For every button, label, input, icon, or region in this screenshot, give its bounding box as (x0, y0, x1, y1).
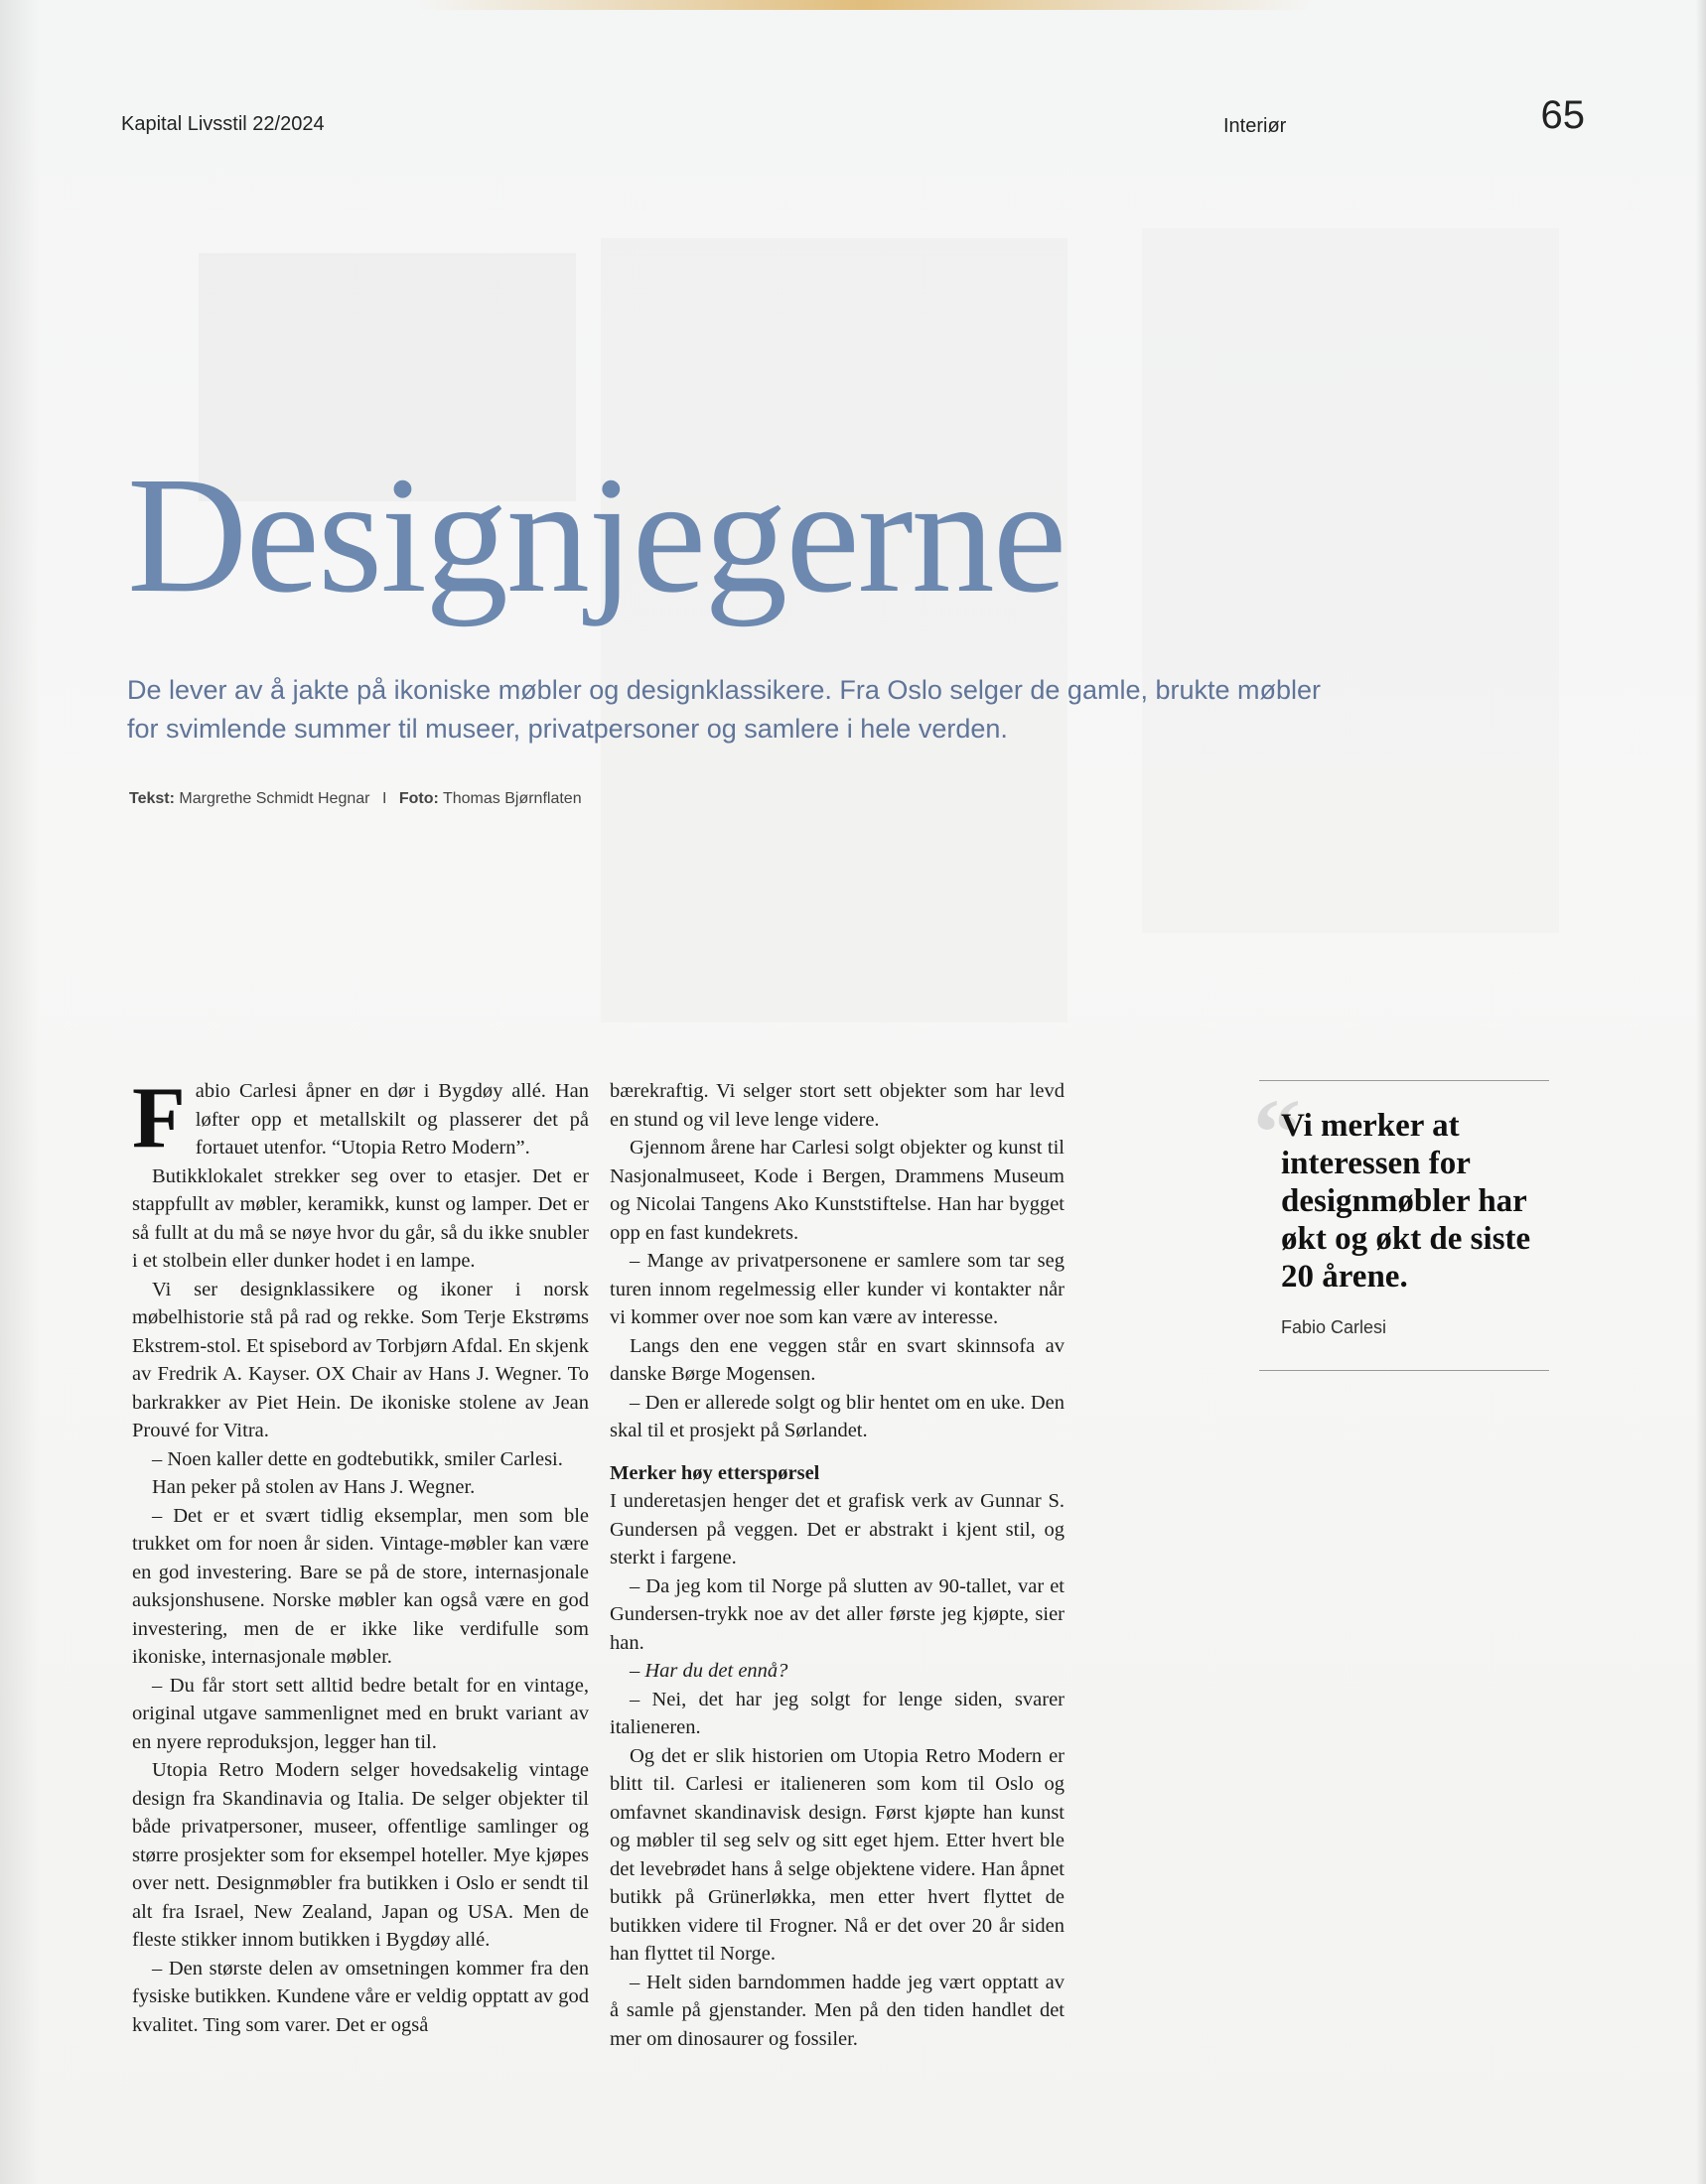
page-header (121, 93, 1585, 147)
photo-credit-label: Foto: (398, 790, 439, 807)
pull-quote (1253, 1079, 1549, 1371)
pull-quote-author: Fabio Carlesi (1281, 1317, 1387, 1337)
photo-credit-author: Thomas Bjørnflaten (442, 790, 582, 807)
body-paragraph: – Har du det ennå? (630, 1660, 788, 1682)
page-edge-shadow (1696, 0, 1706, 2184)
body-paragraph: – Det er et svært tidlig eksemplar, men som ble trukket om for noen år siden. Vintage-møbler kan være en god investering. Bare se på de store, internasjonale auksjonshusene. Norske møbler kan også være en god investering, men de er ikke like verdifulle som ikoniske, internasjonale møbler. (132, 1504, 589, 1668)
body-paragraph: Utopia Retro Modern selger hovedsakelig vintage design fra Skandinavia og Italia. De selger objekter til både privatpersoner, museer, offentlige samlinger og større prosjekter som for eksempel hoteller. Mye kjøpes over nett. Designmøbler fra butikken i Oslo er sendt til alt fra Israel, New Zealand, Japan og USA. Men de fleste stikker innom butikken i Bygdøy allé. (132, 1759, 589, 1951)
article-lead: De lever av å jakte på ikoniske møbler og designklassikere. Fra Oslo selger de gamle, brukte møbler for svimlende summer til museer, privatpersoner og samlere i hele verden. (127, 675, 1322, 745)
article-byline (129, 790, 582, 808)
text-credit-author: Margrethe Schmidt Hegnar (179, 790, 370, 807)
show-through-decoration (1142, 228, 1559, 933)
quote-mark-icon: “ (1253, 1079, 1301, 1185)
body-paragraph: Og det er slik historien om Utopia Retro Modern er blitt til. Carlesi er italieneren som kom til Oslo og omfavnet skandinavisk design. Først kjøpte han kunst og møbler til seg selv og sitt eget hjem. Etter hvert ble det levebrødet hans å selge objektene videre. Han åpnet butikk på Grünerløkka, men etter hvert flyttet de butikken videre til Frogner. Nå er det over 20 år siden han flyttet til Norge. (610, 1744, 1065, 1965)
body-paragraph: I underetasjen henger det et grafisk verk av Gunnar S. Gundersen på veggen. Det er abstrakt i kjent stil, og sterkt i fargene. (610, 1490, 1065, 1569)
text-credit-label: Tekst: (129, 790, 175, 807)
pull-quote-text: Vi merker at interessen for designmøbler har økt og økt de siste 20 årene. (1281, 1108, 1531, 1295)
body-paragraph: Vi ser designklassikere og ikoner i norsk møbelhistorie stå på rad og rekke. Som Terje Ekstrøms Ekstrem-stol. Et spisebord av Torbjørn Afdal. En skjenk av Fredrik A. Kayser. OX Chair av Hans J. Wegner. To barkrakker av Piet Hein. De ikoniske stolene av Jean Prouvé for Vitra. (132, 1278, 589, 1441)
body-paragraph: – Da jeg kom til Norge på slutten av 90-tallet, var et Gundersen-trykk noe av det aller første jeg kjøpte, sier han. (610, 1574, 1065, 1654)
body-paragraph: – Du får stort sett alltid bedre betalt for en vintage, original utgave sammenlignet med en brukt variant av en nyere reproduksjon, legger han til. (132, 1674, 589, 1753)
body-paragraph: – Mange av privatpersonene er samlere som tar seg turen innom regelmessig eller kunder vi kontakter når vi kommer over noe som kan være av interesse. (610, 1250, 1065, 1328)
body-paragraph: – Nei, det har jeg solgt for lenge siden, svarer italieneren. (610, 1688, 1065, 1738)
show-through-decoration (601, 238, 1067, 1023)
body-paragraph: Butikklokalet strekker seg over to etasjer. Det er stappfullt av møbler, keramikk, kunst og lamper. Det er så fullt at du må se nøye hvor du går, så du ikke snubler i et stolbein eller dunker hodet i en lampe. (132, 1164, 589, 1272)
body-paragraph: abio Carlesi åpner en dør i Bygdøy allé. Han løfter opp et metallskilt og plasserer det på fortauet utenfor. “Utopia Retro Modern”. (195, 1080, 589, 1159)
body-column-1 (132, 1070, 589, 2039)
body-paragraph: – Den er allerede solgt og blir hentet om en uke. Den skal til et prosjekt på Sørlandet. (610, 1391, 1065, 1441)
subheading: Merker høy etterspørsel (610, 1461, 820, 1484)
body-paragraph: – Helt siden barndommen hadde jeg vært opptatt av å samle på gjenstander. Men på den tiden handlet det mer om dinosaurer og fossiler. (610, 1971, 1065, 2050)
drop-cap: F (132, 1070, 186, 1166)
page-gutter-shadow (0, 0, 40, 2184)
article-title: Designjegerne (127, 443, 1066, 627)
body-paragraph: Han peker på stolen av Hans J. Wegner. (152, 1476, 476, 1498)
section-name: Interiør (1223, 115, 1287, 137)
body-paragraph: – Den største delen av omsetningen kommer fra den fysiske butikken. Kundene våre er veldig opptatt av god kvalitet. Ting som varer. Det er også (132, 1957, 589, 2036)
body-column-2 (610, 1077, 1065, 2053)
publication-name: Kapital Livsstil 22/2024 (121, 113, 325, 135)
page-number: 65 (1540, 93, 1585, 137)
body-paragraph: bærekraftig. Vi selger stort sett objekter som har levd en stund og vil leve lenge videre. (610, 1080, 1065, 1131)
page-top-edge (417, 0, 1311, 10)
byline-separator: I (381, 790, 387, 807)
body-paragraph: Gjennom årene har Carlesi solgt objekter og kunst til Nasjonalmuseet, Kode i Bergen, Drammens Museum og Nicolai Tangens Ako Kunststiftelse. Han har bygget opp en fast kundekrets. (610, 1137, 1065, 1244)
body-paragraph: – Noen kaller dette en godtebutikk, smiler Carlesi. (152, 1447, 563, 1470)
body-paragraph: Langs den ene veggen står en svart skinnsofa av danske Børge Mogensen. (610, 1334, 1065, 1385)
